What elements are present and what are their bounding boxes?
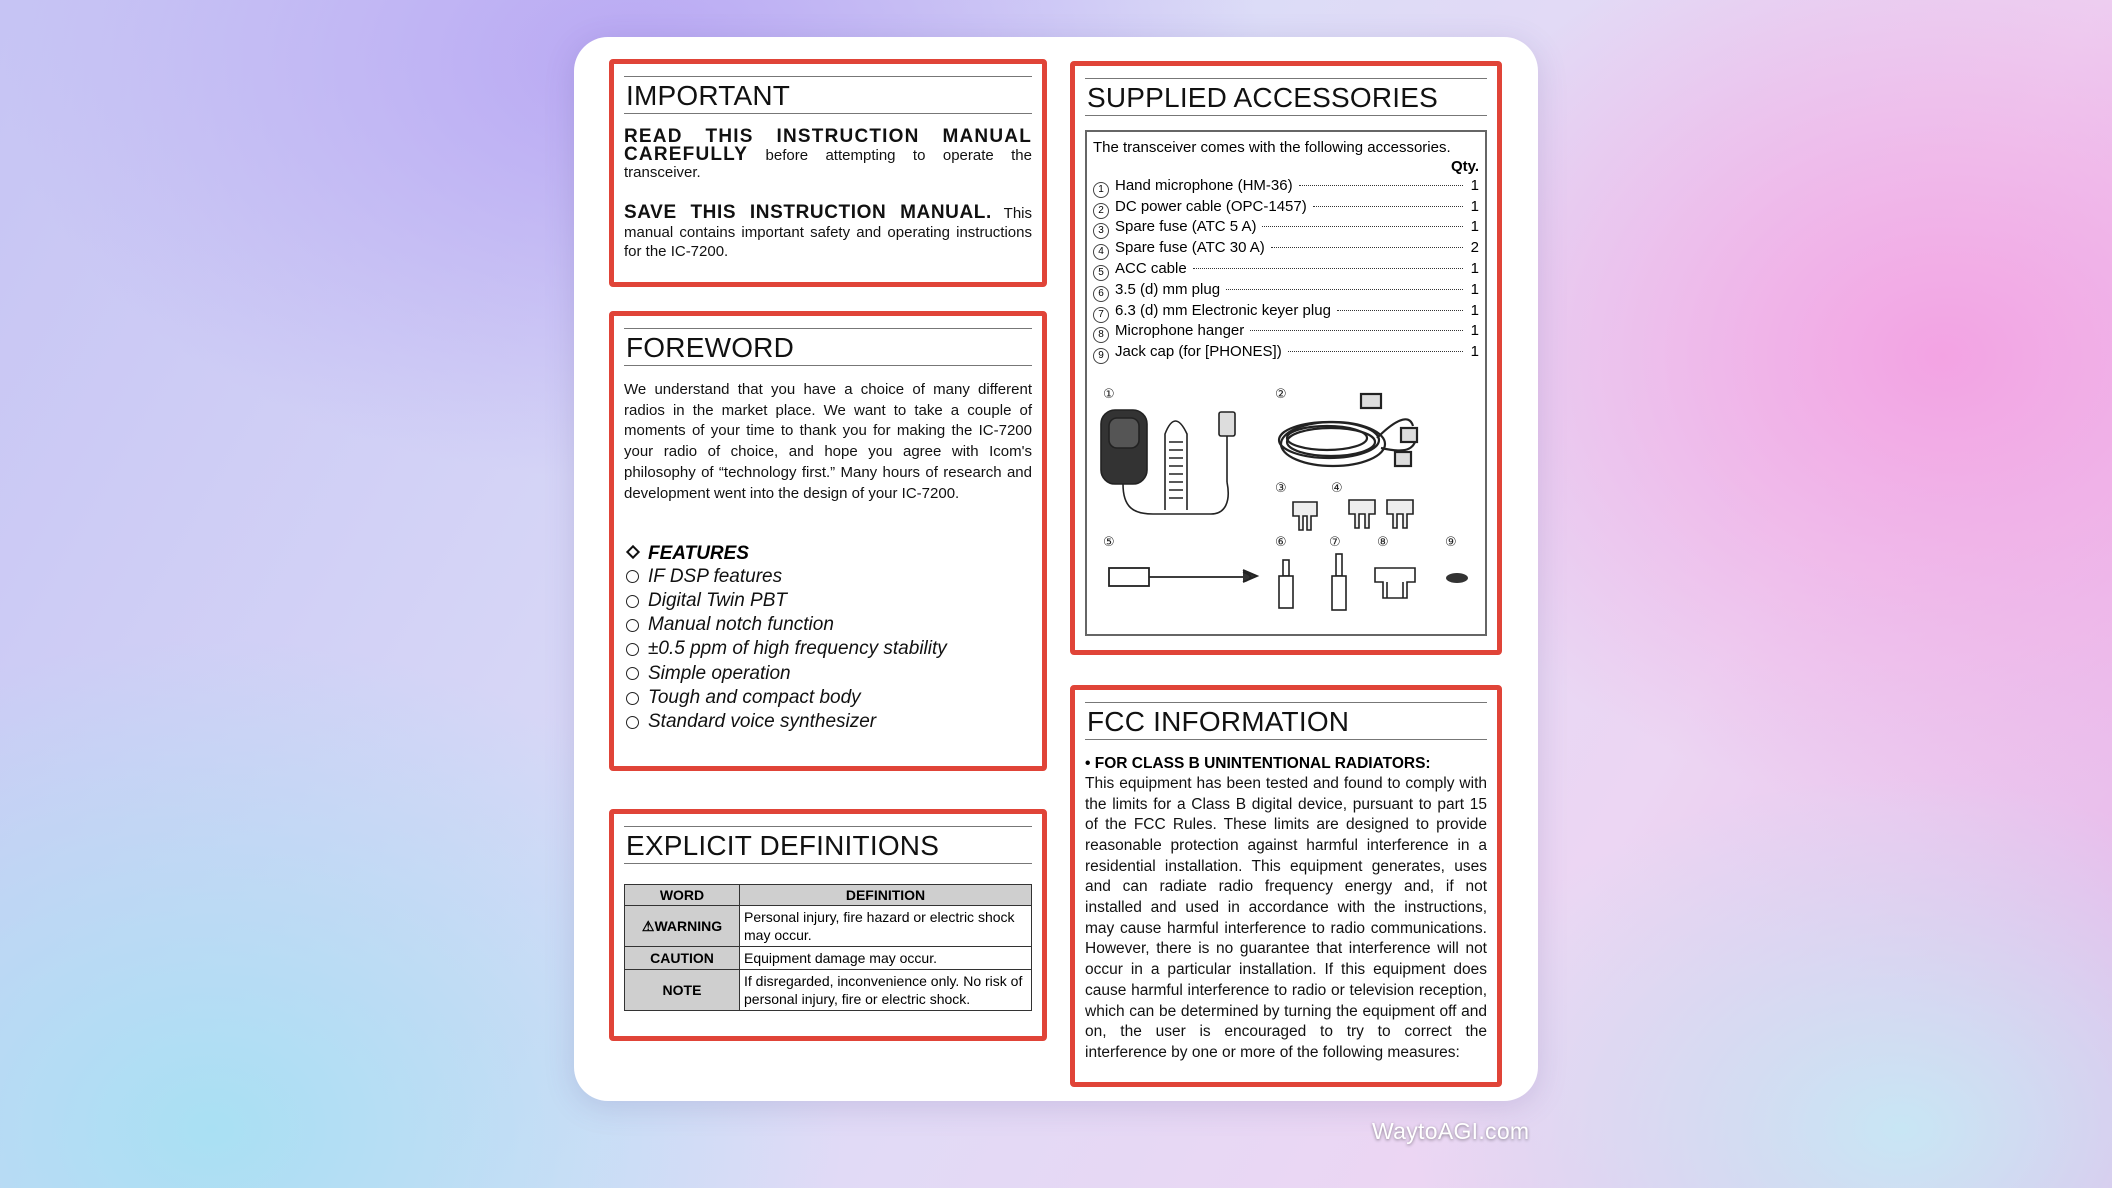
table-row — [625, 969, 1032, 1010]
save-manual-rest: This manual contains important safety and operating instructions for the IC-7200. — [624, 204, 1032, 260]
definition-text: Equipment damage may occur. — [740, 946, 1032, 969]
illustration-label: ⑤ — [1103, 534, 1115, 550]
bullet-circle-icon — [626, 595, 639, 608]
definition-text: If disregarded, inconvenience only. No risk of personal injury, fire or electric shock. — [740, 969, 1032, 1010]
feature-item: Standard voice synthesizer — [624, 710, 1032, 734]
feature-item: Manual notch function — [624, 613, 1032, 637]
table-row — [625, 905, 1032, 946]
features-heading — [624, 543, 1032, 565]
accessory-item: 9 Jack cap (for [PHONES]) 1 — [1093, 342, 1479, 363]
feature-item: ±0.5 ppm of high frequency stability — [624, 637, 1032, 661]
item-number: 4 — [1093, 244, 1109, 260]
illustration-label: ⑨ — [1445, 534, 1457, 550]
important-section — [609, 59, 1047, 287]
accessory-item: 7 6.3 (d) mm Electronic keyer plug 1 — [1093, 301, 1479, 322]
spare-fuses-drawing — [1293, 500, 1413, 530]
foreword-section — [609, 311, 1047, 771]
illustration-label: ④ — [1331, 480, 1343, 496]
accessories-illustration — [1093, 382, 1497, 632]
hand-microphone-drawing — [1101, 410, 1235, 514]
illustration-label: ③ — [1275, 480, 1287, 496]
illustration-label: ① — [1103, 386, 1115, 402]
save-manual-lead: SAVE THIS INSTRUCTION MANUAL. — [624, 201, 992, 223]
illustration-label: ⑧ — [1377, 534, 1389, 550]
manual-page-card — [574, 37, 1538, 1101]
features-title: FEATURES — [648, 542, 749, 564]
read-manual-rest: before attempting to operate the transceiver. — [624, 146, 1032, 181]
microphone-hanger-drawing — [1375, 568, 1415, 598]
item-number: 3 — [1093, 223, 1109, 239]
dot-leader — [1313, 206, 1463, 207]
fcc-heading: • FOR CLASS B UNINTENTIONAL RADIATORS: — [1085, 754, 1431, 772]
read-manual-paragraph — [624, 125, 1032, 181]
dot-leader — [1299, 185, 1463, 186]
bullet-circle-icon — [626, 692, 639, 705]
item-number: 9 — [1093, 348, 1109, 364]
bullet-circle-icon — [626, 619, 639, 632]
feature-item: Simple operation — [624, 662, 1032, 686]
accessory-item: 8 Microphone hanger 1 — [1093, 321, 1479, 342]
definition-word: CAUTION — [625, 946, 740, 969]
illustration-label: ⑦ — [1329, 534, 1341, 550]
bullet-circle-icon — [626, 643, 639, 656]
read-manual-lead: READ THIS INSTRUCTION MANUAL CAREFULLY — [624, 125, 1032, 165]
accessory-item: 3 Spare fuse (ATC 5 A) 1 — [1093, 217, 1479, 238]
accessory-item: 6 3.5 (d) mm plug 1 — [1093, 280, 1479, 301]
bullet-circle-icon — [626, 570, 639, 583]
feature-item: IF DSP features — [624, 565, 1032, 589]
jack-cap-drawing — [1446, 573, 1468, 583]
accessories-title: SUPPLIED ACCESSORIES — [1085, 78, 1487, 116]
feature-item: Tough and compact body — [624, 686, 1032, 710]
fcc-information-section — [1070, 685, 1502, 1087]
dot-leader — [1337, 310, 1463, 311]
dot-leader — [1226, 289, 1463, 290]
item-number: 5 — [1093, 265, 1109, 281]
accessory-item: 5 ACC cable 1 — [1093, 259, 1479, 280]
definition-word: NOTE — [625, 969, 740, 1010]
item-number: 1 — [1093, 182, 1109, 198]
definition-word: ⚠WARNING — [625, 905, 740, 946]
item-number: 8 — [1093, 327, 1109, 343]
qty-label: Qty. — [1450, 157, 1479, 175]
save-manual-paragraph — [624, 203, 1032, 261]
foreword-body: We understand that you have a choice of many different radios in the market place. We want to take a couple of moments of your time to thank you for making the IC-7200 your radio of choice, and hope you agree with Icom's philosophy of “technology first.” Many hours of research and development went into the design of your IC-7200. — [624, 380, 1032, 502]
accessories-intro: The transceiver comes with the following accessories. — [1093, 138, 1451, 156]
fcc-title: FCC INFORMATION — [1085, 702, 1487, 740]
accessory-item: 1 Hand microphone (HM-36) 1 — [1093, 176, 1479, 197]
watermark: WaytoAGI.com — [1372, 1118, 1530, 1144]
item-number: 6 — [1093, 286, 1109, 302]
illustration-label: ⑥ — [1275, 534, 1287, 550]
dot-leader — [1288, 351, 1463, 352]
important-title: IMPORTANT — [624, 76, 1032, 114]
bullet-circle-icon — [626, 716, 639, 729]
explicit-definitions-section — [609, 809, 1047, 1041]
dot-leader — [1271, 247, 1463, 248]
dot-leader — [1193, 268, 1463, 269]
explicit-definitions-title: EXPLICIT DEFINITIONS — [624, 826, 1032, 864]
definitions-table — [624, 884, 1032, 1011]
acc-cable-drawing — [1109, 568, 1257, 586]
fcc-body: This equipment has been tested and found to comply with the limits for a Class B digital device, pursuant to part 15 of the FCC Rules. These limits are designed to provide reasonable protection against harmful interference in a residential installation. This equipment generates, uses and can radiate radio frequency energy and, if not installed and used in accordance with the instructions, may cause harmful interference to radio communications. However, there is no guarantee that interference will not occur in a particular installation. If this equipment does cause harmful interference to radio or television reception, which can be determined by turning the equipment off and on, the user is encouraged to try to correct the interference by one or more of the following measures: — [1085, 774, 1487, 1061]
supplied-accessories-section — [1070, 61, 1502, 655]
table-row — [625, 946, 1032, 969]
definition-text: Personal injury, fire hazard or electric shock may occur. — [740, 905, 1032, 946]
item-number: 2 — [1093, 203, 1109, 219]
column-header-definition: DEFINITION — [740, 884, 1032, 905]
plugs-drawing — [1279, 554, 1346, 610]
illustration-label: ② — [1275, 386, 1287, 402]
diamond-icon — [626, 545, 640, 559]
column-header-word: WORD — [625, 884, 740, 905]
foreword-title: FOREWORD — [624, 328, 1032, 366]
dc-power-cable-drawing — [1279, 394, 1417, 466]
accessory-item: 2 DC power cable (OPC-1457) 1 — [1093, 197, 1479, 218]
dot-leader — [1250, 330, 1463, 331]
item-number: 7 — [1093, 307, 1109, 323]
accessory-item: 4 Spare fuse (ATC 30 A) 2 — [1093, 238, 1479, 259]
table-header-row — [625, 884, 1032, 905]
dot-leader — [1262, 226, 1463, 227]
bullet-circle-icon — [626, 667, 639, 680]
feature-item: Digital Twin PBT — [624, 589, 1032, 613]
accessories-panel — [1085, 130, 1487, 636]
